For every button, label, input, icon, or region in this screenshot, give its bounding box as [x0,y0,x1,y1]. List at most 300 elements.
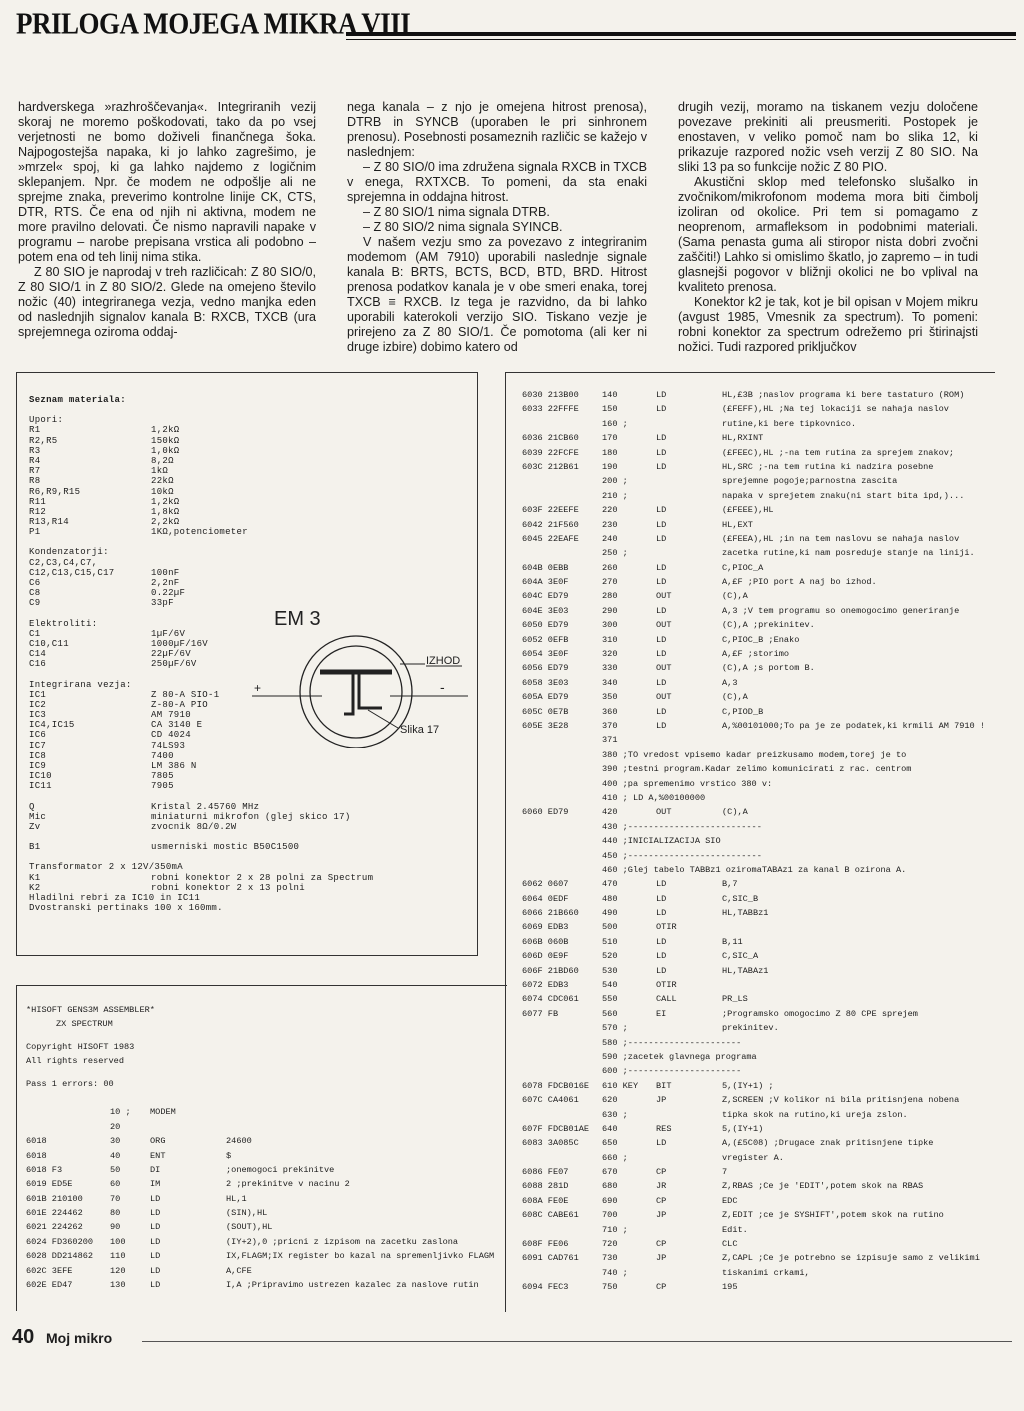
listing-cell: A,(£5C08) ;Drugace znak pritisnjene tipke [722,1138,934,1149]
listing-cell: 450 ;-------------------------- [602,850,762,861]
listing-cell: B,11 [722,936,743,947]
listing-row [516,834,1016,848]
paragraph: hardverskega »razhroščevanja«. Integriranih vezij skoraj ne moremo poškodovati, tako da po vsej verjetnosti ne bomo doživeli finančnega šoka. Najpogostejša napaka, ki jo lahko zagrešimo, je »mrzel« spoj, ki ga lahko najdemo z logičnim sklepanjem. Npr. če modem ne odpošlje ali ne sprejme znaka, preverimo kontrolne linije CK, CTS, DTR, RTS. Če ena od njih ni aktivna, modem ne more pravilno delovati. Če nismo napravili napake v programu – narobe prepisana vrstica ali podobno – potem ena od teh linij nima stika. [18,100,316,264]
listing-cell: CP [656,1167,667,1178]
listing-cell: 440 ;INICIALIZACIJA SIO [602,836,721,847]
listing-row [516,388,1016,402]
part-ref: R11 [29,496,47,507]
listing-cell: (SOUT),HL [226,1222,273,1233]
part-ref: IC11 [29,781,52,792]
listing-row [516,431,1016,445]
part-value: Z 80-A SIO-1 [151,689,220,700]
listing-cell: 180 [602,447,618,458]
listing-cell: OTIR [656,922,677,933]
parts-title: Seznam materiala: [29,395,126,405]
listing-cell: LD [656,677,667,688]
listing-cell: 604C ED79 [522,591,569,602]
listing-cell: CP [656,1239,667,1250]
part-ref: R2,R5 [29,435,58,446]
listing-cell: LD [656,649,667,660]
listing-row [516,1194,1016,1208]
listing-cell: 280 [602,591,618,602]
part-value: 250µF/6V [151,659,197,670]
listing-cell: A,3 ;V tem programu so onemogocimo generiranje [722,605,960,616]
parts-row [29,730,191,741]
listing-row [516,417,1016,431]
listing-row [26,1120,506,1134]
listing-cell: 30 [110,1136,121,1147]
listing-cell: LD [656,577,667,588]
listing-cell: ;onemogoci prekinitve [226,1164,335,1175]
listing-cell: 2 ;prekinitve v nacinu 2 [226,1179,350,1190]
part-ref: R4 [29,455,41,466]
listing-row [516,561,1016,575]
listing-cell: LD [150,1251,161,1262]
listing-cell: 670 [602,1167,618,1178]
listing-row [516,1179,1016,1193]
listing-row [516,1050,1016,1064]
listing-cell: 660 ; [602,1152,628,1163]
part-line: Transformator 2 x 12V/350mA [29,862,183,873]
listing-cell: RES [656,1123,672,1134]
listing-cell: 606D 0E9F [522,951,569,962]
listing-cell: 130 [110,1280,126,1291]
listing-cell: 490 [602,908,618,919]
part-ref: R1 [29,425,41,436]
part-ref: C2,C3,C4,C7, [29,557,98,568]
listing-cell: 730 [602,1253,618,1264]
listing-cell: 6062 0607 [522,879,569,890]
listing-cell: LD [656,433,667,444]
listing-cell: 750 [602,1282,618,1293]
listing-cell: LD [656,505,667,516]
part-value: miniaturni mikrofon (glej skico 17) [151,811,351,822]
listing-cell: 470 [602,879,618,890]
spacer [29,670,132,680]
listing-cell: LD [150,1208,161,1219]
parts-row [29,445,180,456]
spacer [29,792,132,802]
listing-cell: 6064 0EDF [522,893,569,904]
listing-cell: 90 [110,1222,121,1233]
listing-cell: 230 [602,519,618,530]
listing-cell: 604A 3E0F [522,577,569,588]
parts-row [29,496,180,507]
listing-cell: ENT [150,1150,166,1161]
listing-cell: OUT [656,620,672,631]
listing-cell: CLC [722,1239,738,1250]
article-column-1 [18,100,316,340]
listing-row [26,1105,506,1119]
part-value: 2,2nF [151,578,180,588]
listing-cell: 607F FDCB01AE [522,1123,590,1134]
listing-cell: 605A ED79 [522,692,569,703]
part-value: 2,2kΩ [151,517,180,528]
listing-cell: LD [656,519,667,530]
paragraph: V našem vezju smo za povezavo z integriranim modemom (AM 7910) uporabili naslednje signale kanala B: BRTS, BCTS, BCD, BTD, BRD. Hitrost prenosa podatkov kanala je v obe smeri enaka, torej TXCB ≡ RXCB. Iz tega je razvidno, da bi lahko uporabili katerokoli verzijo SIO. Tiskano vezje je prirejeno za Z 80 SIO/1. Če pomotoma (ali ker ni druge izbire) dobimo katero od [347,235,647,354]
listing-row [516,1093,1016,1107]
listing-cell: 50 [110,1164,121,1175]
listing-cell: Z,EDIT ;ce je SYSHIFT',potem skok na rutino [722,1210,944,1221]
listing-cell: 6091 CAD761 [522,1253,579,1264]
part-value: Kristal 2.45760 MHz [151,801,260,812]
listing-row [26,1249,506,1263]
listing-cell: 430 ;-------------------------- [602,821,762,832]
listing-cell: 140 [602,390,618,400]
listing-cell: 510 [602,936,618,947]
part-value: 150kΩ [151,435,180,446]
part-ref: K1 [29,872,41,883]
listing-cell: JR [656,1181,667,1192]
listing-row [26,1192,506,1206]
listing-cell: prekinitev. [722,1023,779,1034]
listing-row [516,892,1016,906]
listing-cell: tiskanimi crkami, [722,1267,810,1278]
listing-cell: (£FEEC),HL ;-na tem rutina za sprejem znakov; [722,447,955,458]
listing-cell: IX,FLAGM;IX register bo kazal na spremenljivko FLAGM [226,1251,495,1262]
listing-cell: 170 [602,433,618,444]
listing-row [516,690,1016,704]
part-ref: C12,C13,C15,C17 [29,567,115,578]
part-ref: IC6 [29,730,47,741]
part-value: 7905 [151,781,174,792]
listing-cell: Z,RBAS ;Ce je 'EDIT',potem skok na RBAS [722,1181,924,1192]
listing-row [516,1064,1016,1078]
listing-cell: $ [226,1150,232,1161]
listing-cell: 190 [602,461,618,472]
listing-row [516,1223,1016,1237]
listing-cell: 6088 281D [522,1181,569,1192]
listing-cell: LD [150,1236,161,1247]
listing-divider [505,372,506,1312]
listing-cell: 6030 213B00 [522,390,579,400]
parts-row [29,821,237,832]
listing-cell: 608F FE06 [522,1239,569,1250]
part-ref: IC9 [29,761,47,771]
listing-row [516,633,1016,647]
listing-cell: B,7 [722,879,738,890]
listing-cell: OUT [656,807,672,818]
listing-cell: LD [656,605,667,616]
listing-cell: 290 [602,605,618,616]
parts-row [29,801,260,812]
listing-row [516,805,1016,819]
listing-cell: 60 [110,1179,121,1190]
listing-cell: BIT [656,1080,672,1091]
parts-row [29,506,180,517]
listing-cell: 20 [110,1121,121,1132]
listing-cell: LD [656,634,667,645]
parts-row [29,740,186,751]
listing-row [516,719,1016,733]
footer-rule [142,1341,1012,1342]
part-ref: P1 [29,527,41,538]
part-value: usmerniski mostic B50C1500 [151,842,300,853]
listing-cell: 195 [722,1282,738,1293]
listing-cell: 110 [110,1251,126,1262]
part-ref: C14 [29,649,47,660]
parts-row [29,811,351,822]
listing-row [516,1079,1016,1093]
listing-row [516,777,1016,791]
listing-cell: JP [656,1095,667,1106]
part-ref: IC7 [29,740,47,751]
paragraph: nega kanala – z njo je omejena hitrost prenosa), DTRB in SYNCB (uporaben le pri sinhronem prenosu). Posebnosti posameznih različic se kažejo v naslednjem: [347,100,647,159]
parts-row [29,567,180,578]
listing-cell: 601B 210100 [26,1193,83,1204]
listing-cell: 604E 3E03 [522,605,569,616]
part-ref: R8 [29,476,41,487]
parts-row [29,425,180,436]
listing-cell: 160 ; [602,418,628,429]
part-ref: C1 [29,628,41,639]
listing-cell: 607C CA4061 [522,1095,579,1106]
listing-row [516,460,1016,474]
listing-row [516,1266,1016,1280]
listing-cell: 720 [602,1239,618,1250]
part-ref: IC10 [29,771,52,782]
listing-cell: 6066 21B660 [522,908,579,919]
listing-cell: LD [150,1193,161,1204]
listing-row [516,849,1016,863]
part-ref: R13,R14 [29,517,69,528]
listing-cell: HL,EXT [722,519,753,530]
listing-cell: 605E 3E28 [522,720,569,731]
diagram-inner-circle [310,646,402,738]
listing-row [516,1165,1016,1179]
listing-cell: 690 [602,1195,618,1206]
listing-cell: 410 ; LD A,%00100000 [602,792,706,803]
part-ref: C6 [29,578,41,588]
parts-row [29,842,300,853]
part-ref: Q [29,801,35,812]
parts-row [29,628,186,639]
listing-cell: 650 [602,1138,618,1149]
diagram-caption: Slika 17 [400,724,440,736]
listing-row [516,1122,1016,1136]
parts-row [29,882,305,893]
listing-row [516,992,1016,1006]
paragraph: Konektor k2 je tak, kot je bil opisan v Mojem mikru (avgust 1985, Vmesnik za spectrum). To pomeni: robni konektor za spectrum odrežemo pri štirinajsti nožici. Tudi razpored priključkov [678,295,978,354]
part-ref: R7 [29,466,41,477]
listing-cell: LD [656,533,667,544]
listing-row [26,1134,506,1148]
listing-cell: 390 ;testni program.Kadar zelimo komunicirati z rac. centrom [602,764,912,775]
assembler-listing-a [26,1003,506,1292]
listing-cell: JP [656,1210,667,1221]
listing-row [516,532,1016,546]
paragraph: – Z 80 SIO/0 ima združena signala RXCB in TXCB v enega, RXTXCB. To pomeni, da sta enaki sprejemna in oddajna hitrost. [347,160,647,204]
listing-cell: 6056 ED79 [522,663,569,674]
part-value: 1,2kΩ [151,425,180,436]
page-header [16,4,1016,44]
listing-cell: 610 KEY [602,1080,639,1091]
listing-row [516,604,1016,618]
article-column-2 [347,100,647,355]
listing-cell: (C),A ;prekinitev. [722,620,815,631]
listing-cell: LD [656,879,667,890]
listing-cell: 6060 ED79 [522,807,569,818]
listing-cell: 6021 224262 [26,1222,83,1233]
listing-row [26,1149,506,1163]
listing-row [516,791,1016,805]
listing-cell: 6033 22FFFE [522,404,579,415]
spacer [29,537,132,547]
listing-row [516,1108,1016,1122]
listing-cell: 602E ED47 [26,1280,73,1291]
listing-cell: 605C 0E7B [522,706,569,717]
listing-cell: 570 ; [602,1023,628,1034]
listing-cell: 6083 3A085C [522,1138,579,1149]
listing-cell: 6074 CDC061 [522,994,579,1005]
listing-cell: 330 [602,663,618,674]
parts-row [29,781,174,792]
listing-row [26,1235,506,1249]
listing-row [516,1021,1016,1035]
listing-row [516,1251,1016,1265]
listing-cell: 550 [602,994,618,1005]
part-value: robni konektor 2 x 28 polni za Spectrum [151,872,374,883]
listing-cell: 608C CABE61 [522,1210,579,1221]
listing-cell: 560 [602,1008,618,1019]
listing-cell: 80 [110,1208,121,1219]
parts-row [29,862,183,873]
listing-row [516,1151,1016,1165]
listing-cell: 400 ;pa spremenimo vrstico 380 v: [602,778,773,789]
listing-cell: OTIR [656,980,677,991]
listing-row [26,1220,506,1234]
listing-cell: HL,TABAz1 [722,965,769,976]
spacer [29,405,132,415]
listing-row [516,402,1016,416]
listing-cell: 606F 21BD60 [522,965,579,976]
listing-header-line: Pass 1 errors: 00 [26,1078,114,1089]
part-ref: R6,R9,R15 [29,486,81,497]
diagram-plus: + [254,681,262,695]
listing-row [516,1136,1016,1150]
diagram-em-label: EM 3 [274,608,321,630]
listing-row [516,863,1016,877]
listing-row [516,949,1016,963]
parts-row [29,588,186,599]
listing-row [516,618,1016,632]
listing-cell: 620 [602,1095,618,1106]
listing-cell: 6050 ED79 [522,620,569,631]
parts-row [29,689,220,700]
listing-cell: HL,£3B ;naslov programa ki bere tastaturo (ROM) [722,390,965,400]
listing-cell: 100 [110,1236,126,1247]
listing-cell: 210 ; [602,490,628,501]
article-column-3 [678,100,978,355]
spacer [29,832,132,842]
part-ref: IC3 [29,710,47,721]
listing-cell: (C),A [722,591,748,602]
page-footer [12,1326,1012,1356]
listing-cell: vregister A. [722,1152,784,1163]
listing-cell: 580 ;---------------------- [602,1037,742,1048]
parts-row [29,638,209,649]
listing-cell: 120 [110,1265,126,1276]
paragraph: Akustični sklop med telefonsko slušalko in zvočnikom/mikrofonom modema mora biti čimbolj izoliran od okolice. Pri tem si pomagamo z neoprenom, armafleksom in podobnimi materiali. (Sama penasta guma ali stiropor nista dobri zvočni zaščiti!) Lahko si omislimo škatlo, jo zapremo – in tudi glasnejši pogovor v bližnji okolici ne bo vplival na kvaliteto prenosa. [678,175,978,294]
listing-row [26,1163,506,1177]
listing-row [516,935,1016,949]
part-value: Z-80-A PIO [151,699,209,710]
listing-row [516,964,1016,978]
listing-cell: LD [656,720,667,731]
listing-cell: 590 ;zacetek glavnega programa [602,1051,757,1062]
part-value: robni konektor 2 x 13 polni [151,882,305,893]
listing-cell: 6018 [26,1150,47,1161]
parts-row [29,598,174,609]
listing-cell: A,£F ;storimo [722,649,790,660]
parts-row [29,476,174,487]
listing-cell: 10 ; [110,1107,131,1118]
listing-header-line: All rights reserved [26,1056,124,1067]
parts-row [29,435,180,446]
listing-cell: 710 ; [602,1224,628,1235]
parts-section-head: Upori: [29,415,64,426]
listing-cell: EI [656,1008,667,1019]
diagram-izhod-label: IZHOD [426,655,461,667]
listing-cell: 6058 3E03 [522,677,569,688]
header-rule-thin [346,39,1016,40]
diagram-stem [344,672,382,714]
listing-row [516,647,1016,661]
spacer [29,609,132,619]
listing-cell: (C),A [722,692,748,703]
part-ref: IC8 [29,750,47,761]
listing-cell: 24600 [226,1136,252,1147]
listing-row [516,906,1016,920]
listing-cell: LD [656,562,667,573]
part-value: LM 386 N [151,761,197,771]
parts-section-head: Kondenzatorji: [29,547,109,558]
listing-cell: 200 ; [602,476,628,487]
listing-cell: 6024 FD360200 [26,1236,94,1247]
microphone-diagram [250,598,470,748]
listing-cell: HL,TABBz1 [722,908,769,919]
parts-row [29,517,180,528]
listing-row [516,1036,1016,1050]
listing-row [516,705,1016,719]
part-ref: Mic [29,811,47,822]
part-value: zvocnik 8Ω/0.2W [151,821,237,832]
part-value: AM 7910 [151,710,191,721]
listing-cell: 40 [110,1150,121,1161]
listing-cell: zacetka rutine,ki nam posreduje stanje na liniji. [722,548,975,559]
listing-row [516,978,1016,992]
listing-cell: Z,CAPL ;Ce je potrebno se izpisuje samo z velikimi [722,1253,980,1264]
parts-row [29,699,209,710]
listing-row [516,920,1016,934]
listing-row [516,474,1016,488]
part-value: 7805 [151,771,174,782]
part-value: 10kΩ [151,486,174,497]
part-value: CA 3140 E [151,720,203,731]
listing-row [516,589,1016,603]
listing-row [516,820,1016,834]
part-value: 1000µF/16V [151,638,209,649]
part-value: 1µF/6V [151,628,186,639]
listing-top-rule [505,372,995,373]
listing-cell: ORG [150,1136,166,1147]
part-value: 7400 [151,750,174,761]
part-ref: IC4,IC15 [29,720,75,731]
listing-header-line: *HISOFT GENS3M ASSEMBLER* [26,1005,155,1015]
part-ref: C10,C11 [29,638,69,649]
listing-cell: IM [150,1179,161,1190]
listing-cell: 6069 EDB3 [522,922,569,933]
